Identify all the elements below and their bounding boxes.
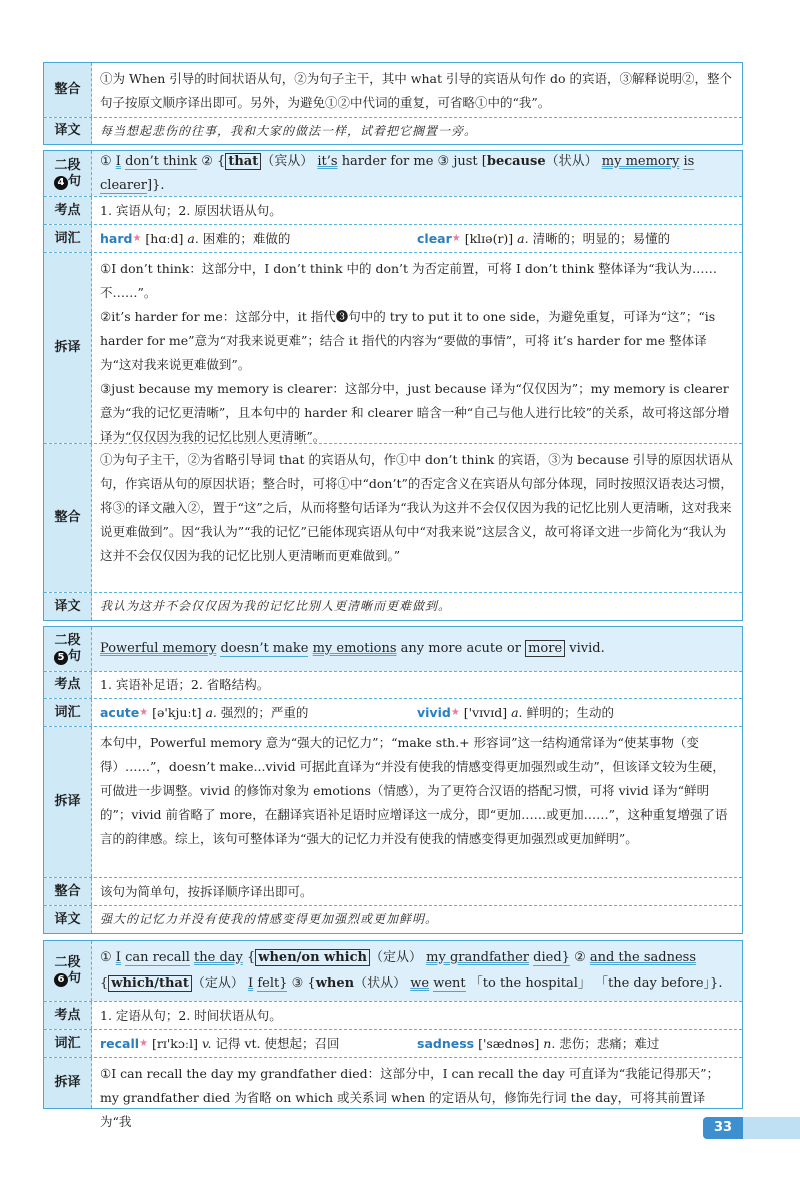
predicate: felt} bbox=[257, 976, 288, 991]
vocab-item bbox=[100, 229, 417, 248]
section-label bbox=[44, 941, 92, 1001]
vocab-pos: a. bbox=[205, 705, 217, 720]
vocab-phonetic: [klɪə(r)] bbox=[464, 231, 514, 246]
sentence-number-badge: 6 bbox=[54, 973, 68, 987]
subject: we bbox=[410, 976, 430, 991]
block-5 bbox=[43, 626, 743, 934]
clause-note: （状从） bbox=[354, 976, 407, 991]
page-tab-decoration bbox=[743, 1117, 800, 1139]
vocab-pos: v. bbox=[201, 1036, 212, 1051]
adverbial: 「the day before」 bbox=[595, 976, 711, 991]
bracket: { bbox=[307, 976, 316, 991]
section-label-top: 二段 bbox=[54, 633, 81, 648]
section-label-top: 二段 bbox=[54, 157, 81, 173]
zhenghe-label: 整合 bbox=[44, 878, 92, 905]
marker: ③ bbox=[437, 153, 450, 169]
star-icon: ★ bbox=[450, 707, 460, 718]
vocab-row bbox=[92, 1030, 742, 1057]
vocab-row bbox=[92, 699, 742, 726]
complement: vivid. bbox=[569, 641, 605, 656]
conjunction: because bbox=[486, 153, 546, 169]
kaodian-label: 考点 bbox=[44, 672, 92, 698]
vocab-phonetic: [hɑːd] bbox=[145, 231, 184, 246]
section-label-top: 二段 bbox=[54, 955, 81, 970]
vocab-pos: a. bbox=[511, 705, 523, 720]
vocab-item bbox=[417, 229, 734, 248]
end-punct: }. bbox=[710, 976, 723, 991]
end-punct: ]}. bbox=[147, 177, 165, 193]
section-label bbox=[44, 627, 92, 671]
block-1 bbox=[43, 62, 743, 145]
sentence-analysis bbox=[92, 151, 742, 196]
vocab-phonetic: ['vɪvɪd] bbox=[463, 705, 508, 720]
predicate: doesn’t make bbox=[220, 641, 309, 656]
vocab-item bbox=[417, 1034, 734, 1053]
vocab-word: vivid bbox=[417, 705, 451, 720]
bracket: { bbox=[217, 153, 226, 169]
marker: ② bbox=[574, 950, 586, 965]
cihui-label: 词汇 bbox=[44, 225, 92, 252]
vocab-word: clear bbox=[417, 231, 452, 246]
omission-box: more bbox=[525, 640, 565, 657]
predicate-part: harder for me bbox=[341, 153, 434, 169]
predicate: don’t think bbox=[125, 153, 198, 169]
object: my emotions bbox=[312, 641, 397, 656]
bracket: { bbox=[247, 950, 256, 965]
vocab-phonetic: [ə'kjuːt] bbox=[152, 705, 202, 720]
subject: I bbox=[115, 950, 121, 965]
subject: Powerful memory bbox=[100, 641, 217, 656]
clause-note: （定从） bbox=[191, 976, 244, 991]
subject: my memory bbox=[601, 153, 680, 169]
cihui-label: 词汇 bbox=[44, 699, 92, 726]
vocab-meaning: 悲伤；悲痛；难过 bbox=[559, 1036, 660, 1051]
vocab-word: recall bbox=[100, 1036, 140, 1051]
vocab-phonetic: ['sædnəs] bbox=[478, 1036, 540, 1051]
sentence-label-ju: 句 bbox=[67, 649, 81, 664]
sentence-analysis bbox=[92, 941, 742, 1001]
kaodian-label: 考点 bbox=[44, 197, 92, 224]
vocab-meaning: 鲜明的；生动的 bbox=[526, 705, 615, 720]
vocab-word: acute bbox=[100, 705, 140, 720]
adverbial: 「to the hospital」 bbox=[469, 976, 591, 991]
marker: ② bbox=[201, 153, 213, 169]
kaodian-text: 1. 宾语从句；2. 原因状语从句。 bbox=[100, 203, 282, 218]
predicate: is bbox=[683, 153, 695, 169]
conjunction: when bbox=[315, 976, 355, 991]
block-4 bbox=[43, 150, 743, 621]
subject: my grandfather bbox=[426, 950, 530, 965]
vocab-phonetic: [rɪ'kɔːl] bbox=[152, 1036, 198, 1051]
star-icon: ★ bbox=[139, 707, 149, 718]
star-icon: ★ bbox=[451, 233, 461, 244]
chaiyi-text bbox=[92, 253, 742, 443]
chaiyi-text: 本句中，Powerful memory 意为“强大的记忆力”；“make sth.+ 形容词”这一结构通常译为“使某事物（变得）……”，doesn’t make...vivid 可据此直译为“并没有使我的情感变得更加强烈或生动”，但该译文较为生硬，可做进一步调整。vivid 的修饰对象为 emotions（情感），为了更符合汉语的搭配习惯，可将 vivid 译为“鲜明的”；vivid 前省略了 more，在翻译宾语补足语时应增译这一成分，即“更加……或更加……”，这种重复增强了语言的韵律感。综上，该句可整体译为“强大的记忆力并没有使我的情感变得更加强烈或更加鲜明”。 bbox=[100, 735, 728, 846]
chaiyi-label: 拆译 bbox=[44, 253, 92, 443]
chaiyi-para: ②it’s harder for me：这部分中，it 指代❸句中的 try to put it to one side，为避免重复，可译为“这”；“is harder for me”意为“对我来说更难”；结合 it 指代的内容为“要做的事情”，可将 it’s harder for me 整体译为“这对我来说更难做到”。 bbox=[100, 309, 716, 372]
bracket: { bbox=[100, 976, 109, 991]
page-number: 33 bbox=[703, 1117, 743, 1139]
conjunction-box: that bbox=[225, 153, 261, 170]
sentence-analysis bbox=[92, 627, 742, 671]
sentence-number-badge: 5 bbox=[54, 651, 68, 665]
marker: ① bbox=[100, 153, 112, 169]
subject: I bbox=[115, 153, 121, 169]
clause-note: （宾从） bbox=[261, 153, 314, 169]
vocab-pos: a. bbox=[517, 231, 529, 246]
vocab-row bbox=[92, 225, 742, 252]
chaiyi-para: ①I don’t think：这部分中，I don’t think 中的 don’t 为否定前置，可将 I don’t think 整体译为“我认为……不……”。 bbox=[100, 261, 718, 300]
yiwen-text: 每当想起悲伤的往事，我和大家的做法一样，试着把它搁置一旁。 bbox=[100, 124, 478, 138]
zhenghe-label: 整合 bbox=[44, 63, 92, 117]
clause-note: （状从） bbox=[545, 153, 598, 169]
vocab-meaning: 记得 vt. 使想起；召回 bbox=[215, 1036, 340, 1051]
yiwen-label: 译文 bbox=[44, 118, 92, 144]
vocab-word: hard bbox=[100, 231, 133, 246]
vocab-meaning: 困难的；难做的 bbox=[202, 231, 291, 246]
kaodian-text: 1. 定语从句；2. 时间状语从句。 bbox=[100, 1008, 282, 1023]
yiwen-label: 译文 bbox=[44, 593, 92, 620]
yiwen-text: 强大的记忆力并没有使我的情感变得更加强烈或更加鲜明。 bbox=[100, 912, 439, 926]
star-icon: ★ bbox=[139, 1038, 149, 1049]
subject: it’s bbox=[317, 153, 338, 169]
clause-note: （定从） bbox=[370, 950, 423, 965]
cihui-label: 词汇 bbox=[44, 1030, 92, 1057]
zhenghe-text: 该句为简单句，按拆译顺序译出即可。 bbox=[100, 884, 313, 899]
sentence-number-badge: 4 bbox=[54, 176, 68, 190]
subject: I bbox=[248, 976, 254, 991]
conjunction-box: when/on which bbox=[255, 949, 370, 966]
star-icon: ★ bbox=[132, 233, 142, 244]
vocab-word: sadness bbox=[417, 1036, 475, 1051]
object: the day bbox=[194, 950, 243, 965]
vocab-meaning: 强烈的；严重的 bbox=[220, 705, 309, 720]
vocab-item bbox=[100, 1034, 417, 1053]
zhenghe-text: ①为 When 引导的时间状语从句，②为句子主干，其中 what 引导的宾语从句作 do 的宾语，③解释说明②，整个句子按原文顺序译出即可。另外，为避免①②中代词的重复，可省略①中的“我”。 bbox=[100, 71, 732, 110]
yiwen-text: 我认为这并不会仅仅因为我的记忆比别人更清晰而更难做到。 bbox=[100, 599, 452, 613]
zhenghe-label: 整合 bbox=[44, 444, 92, 592]
object: and the sadness bbox=[589, 950, 697, 965]
chaiyi-label: 拆译 bbox=[44, 727, 92, 877]
vocab-meaning: 清晰的；明显的；易懂的 bbox=[532, 231, 671, 246]
chaiyi-label: 拆译 bbox=[44, 1058, 92, 1108]
predicate: can recall bbox=[125, 950, 190, 965]
chaiyi-para: ③just because my memory is clearer：这部分中，just because 译为“仅仅因为”；my memory is clearer 意为“我的记忆更清晰”，且本句中的 harder 和 clearer 暗含一种“自己与他人进行比较”的关系，故可将这部分增译为“仅仅因为我的记忆比别人更清晰”。 bbox=[100, 381, 730, 444]
conjunction-box: which/that bbox=[108, 975, 192, 992]
vocab-item bbox=[100, 703, 417, 722]
predicate: clearer bbox=[100, 177, 148, 193]
kaodian-text: 1. 宾语补足语；2. 省略结构。 bbox=[100, 677, 270, 692]
complement: any more acute or bbox=[400, 641, 521, 656]
marker: ③ bbox=[291, 976, 304, 991]
predicate: died} bbox=[533, 950, 570, 965]
yiwen-label: 译文 bbox=[44, 906, 92, 933]
vocab-pos: a. bbox=[187, 231, 199, 246]
chaiyi-text: ①I can recall the day my grandfather died：这部分中，I can recall the day 可直译为“我能记得那天”；my grandfather died 为省略 on which 或关系词 when 的定语从句，修饰先行词 the day，可将其前置译为“我 bbox=[100, 1066, 719, 1129]
section-label bbox=[44, 151, 92, 196]
sentence-label-ju: 句 bbox=[67, 971, 81, 986]
zhenghe-text: ①为句子主干，②为省略引导词 that 的宾语从句，作①中 don’t think 的宾语，③为 because 引导的原因状语从句，作宾语从句的原因状语；整合时，可将①中“don’t”的否定含义在宾语从句部分体现，同时按照汉语表达习惯，将③的译文融入②，置于“这”之后，从而将整句话译为“我认为这并不会仅仅因为我的记忆比别人更清晰，这对我来说更难做到”。因“我认为”“我的记忆”已能体现宾语从句中“对我来说”这层含义，故可将译文进一步简化为“我认为这并不会仅仅因为我的记忆比别人更清晰而更难做到。” bbox=[100, 452, 733, 563]
vocab-item bbox=[417, 703, 734, 722]
marker: ① bbox=[100, 950, 112, 965]
phrase: just [ bbox=[453, 153, 487, 169]
predicate: went bbox=[433, 976, 466, 991]
sentence-label-ju: 句 bbox=[67, 173, 81, 189]
kaodian-label: 考点 bbox=[44, 1002, 92, 1029]
vocab-pos: n. bbox=[543, 1036, 556, 1051]
